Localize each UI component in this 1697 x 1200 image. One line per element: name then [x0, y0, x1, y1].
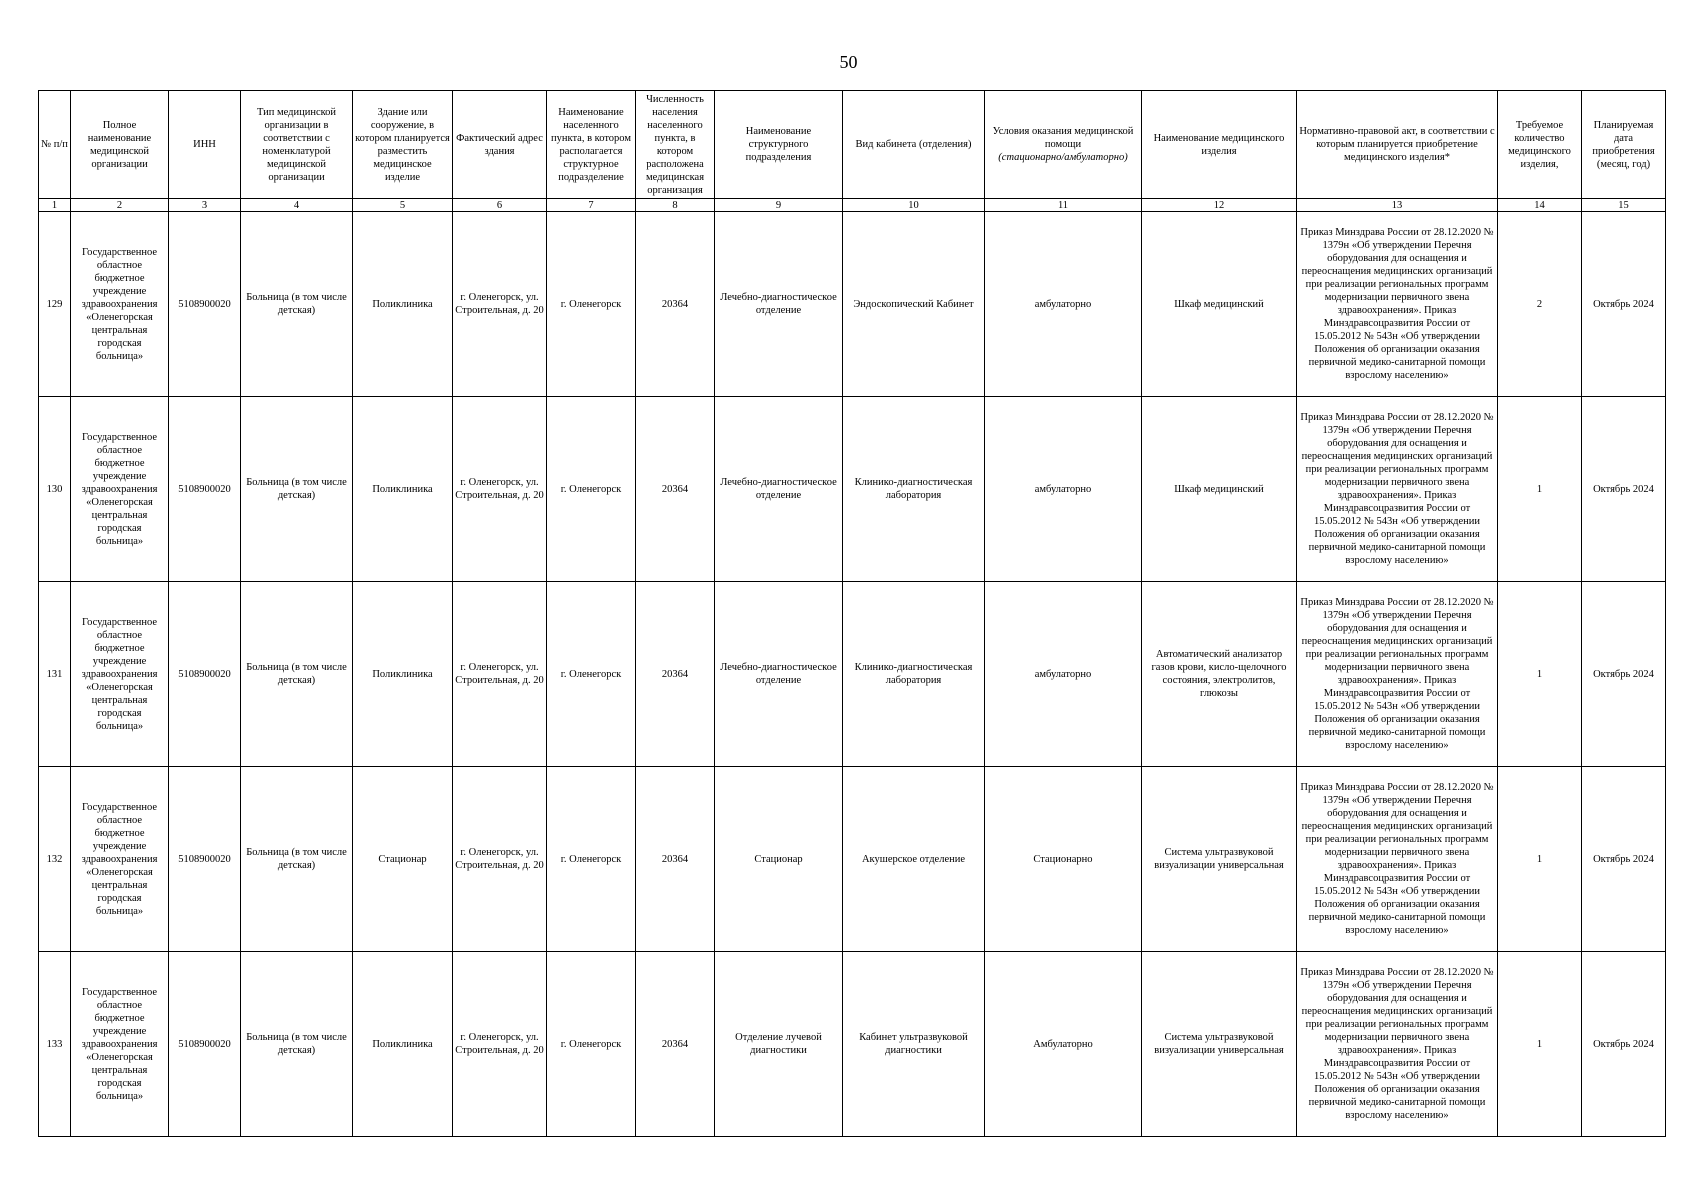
address: г. Оленегорск, ул. Строительная, д. 20: [453, 952, 547, 1137]
population: 20364: [636, 397, 715, 582]
table-row: [39, 767, 1666, 952]
organization-type: Больница (в том числе детская): [241, 767, 353, 952]
settlement: г. Оленегорск: [547, 952, 636, 1137]
building: Стационар: [353, 767, 453, 952]
building: Поликлиника: [353, 582, 453, 767]
column-number: 14: [1498, 199, 1582, 212]
cabinet-type: Акушерское отделение: [843, 767, 985, 952]
column-number: 1: [39, 199, 71, 212]
address: г. Оленегорск, ул. Строительная, д. 20: [453, 397, 547, 582]
header-cell: Требуемое количество медицинского изделия,: [1498, 91, 1582, 199]
inn: 5108900020: [169, 582, 241, 767]
quantity: 2: [1498, 212, 1582, 397]
care-conditions: Амбулаторно: [985, 952, 1142, 1137]
population: 20364: [636, 582, 715, 767]
column-number: 11: [985, 199, 1142, 212]
row-number: 133: [39, 952, 71, 1137]
care-conditions: Стационарно: [985, 767, 1142, 952]
header-cell: [985, 91, 1142, 199]
division: Лечебно-диагностическое отделение: [715, 582, 843, 767]
column-number: 3: [169, 199, 241, 212]
inn: 5108900020: [169, 212, 241, 397]
table-row: [39, 582, 1666, 767]
purchase-date: Октябрь 2024: [1582, 212, 1666, 397]
header-cell-note: (стационарно/амбулаторно): [998, 152, 1128, 163]
header-cell: Здание или сооружение, в котором планируется разместить медицинское изделие: [353, 91, 453, 199]
column-number: 15: [1582, 199, 1666, 212]
quantity: 1: [1498, 582, 1582, 767]
header-cell: Наименование населенного пункта, в котором располагается структурное подразделение: [547, 91, 636, 199]
header-cell: Тип медицинской организации в соответствии с номенклатурой медицинской организации: [241, 91, 353, 199]
column-number-row: [39, 199, 1666, 212]
purchase-date: Октябрь 2024: [1582, 397, 1666, 582]
quantity: 1: [1498, 952, 1582, 1137]
column-number: 8: [636, 199, 715, 212]
settlement: г. Оленегорск: [547, 212, 636, 397]
care-conditions: амбулаторно: [985, 397, 1142, 582]
device-name: Шкаф медицинский: [1142, 397, 1297, 582]
row-number: 131: [39, 582, 71, 767]
legal-act: Приказ Минздрава России от 28.12.2020 № 1379н «Об утверждении Перечня оборудования для оснащения и переоснащения медицинских организаций при реализации региональных программ модернизации первичного звена здравоохранения». Приказ Минздравсоцразвития России от 15.05.2012 № 543н «Об утверждении Положения об организации оказания первичной медико-санитарной помощи взрослому населению»: [1297, 397, 1498, 582]
column-number: 2: [71, 199, 169, 212]
header-cell: ИНН: [169, 91, 241, 199]
organization-type: Больница (в том числе детская): [241, 212, 353, 397]
column-number: 5: [353, 199, 453, 212]
settlement: г. Оленегорск: [547, 582, 636, 767]
cabinet-type: Клинико-диагностическая лаборатория: [843, 582, 985, 767]
purchase-date: Октябрь 2024: [1582, 767, 1666, 952]
address: г. Оленегорск, ул. Строительная, д. 20: [453, 212, 547, 397]
column-number: 6: [453, 199, 547, 212]
column-number: 12: [1142, 199, 1297, 212]
division: Лечебно-диагностическое отделение: [715, 212, 843, 397]
building: Поликлиника: [353, 212, 453, 397]
header-cell: Вид кабинета (отделения): [843, 91, 985, 199]
header-cell: Фактический адрес здания: [453, 91, 547, 199]
header-cell: Планируемая дата приобретения (месяц, год): [1582, 91, 1666, 199]
page-number: 50: [839, 52, 858, 72]
population: 20364: [636, 212, 715, 397]
organization-name: Государственное областное бюджетное учреждение здравоохранения «Оленегорская центральная городская больница»: [71, 582, 169, 767]
legal-act: Приказ Минздрава России от 28.12.2020 № 1379н «Об утверждении Перечня оборудования для оснащения и переоснащения медицинских организаций при реализации региональных программ модернизации первичного звена здравоохранения». Приказ Минздравсоцразвития России от 15.05.2012 № 543н «Об утверждении Положения об организации оказания первичной медико-санитарной помощи взрослому населению»: [1297, 212, 1498, 397]
equipment-table: [38, 90, 1666, 1137]
quantity: 1: [1498, 397, 1582, 582]
population: 20364: [636, 767, 715, 952]
organization-name: Государственное областное бюджетное учреждение здравоохранения «Оленегорская центральная городская больница»: [71, 212, 169, 397]
address: г. Оленегорск, ул. Строительная, д. 20: [453, 767, 547, 952]
header-cell: Наименование структурного подразделения: [715, 91, 843, 199]
header-cell: Наименование медицинского изделия: [1142, 91, 1297, 199]
division: Стационар: [715, 767, 843, 952]
purchase-date: Октябрь 2024: [1582, 582, 1666, 767]
building: Поликлиника: [353, 952, 453, 1137]
column-number: 10: [843, 199, 985, 212]
population: 20364: [636, 952, 715, 1137]
settlement: г. Оленегорск: [547, 397, 636, 582]
inn: 5108900020: [169, 952, 241, 1137]
organization-type: Больница (в том числе детская): [241, 582, 353, 767]
row-number: 129: [39, 212, 71, 397]
cabinet-type: Клинико-диагностическая лаборатория: [843, 397, 985, 582]
legal-act: Приказ Минздрава России от 28.12.2020 № 1379н «Об утверждении Перечня оборудования для оснащения и переоснащения медицинских организаций при реализации региональных программ модернизации первичного звена здравоохранения». Приказ Минздравсоцразвития России от 15.05.2012 № 543н «Об утверждении Положения об организации оказания первичной медико-санитарной помощи взрослому населению»: [1297, 767, 1498, 952]
device-name: Шкаф медицинский: [1142, 212, 1297, 397]
organization-type: Больница (в том числе детская): [241, 952, 353, 1137]
organization-name: Государственное областное бюджетное учреждение здравоохранения «Оленегорская центральная городская больница»: [71, 952, 169, 1137]
address: г. Оленегорск, ул. Строительная, д. 20: [453, 582, 547, 767]
care-conditions: амбулаторно: [985, 212, 1142, 397]
device-name: Автоматический анализатор газов крови, кисло-щелочного состояния, электролитов, глюкозы: [1142, 582, 1297, 767]
cabinet-type: Кабинет ультразвуковой диагностики: [843, 952, 985, 1137]
header-cell-text: Условия оказания медицинской помощи: [992, 126, 1134, 150]
row-number: 130: [39, 397, 71, 582]
column-number: 9: [715, 199, 843, 212]
header-cell: Полное наименование медицинской организации: [71, 91, 169, 199]
purchase-date: Октябрь 2024: [1582, 952, 1666, 1137]
header-cell: Численность населения населенного пункта, в котором расположена медицинская организация: [636, 91, 715, 199]
device-name: Система ультразвуковой визуализации универсальная: [1142, 952, 1297, 1137]
column-number: 7: [547, 199, 636, 212]
division: Лечебно-диагностическое отделение: [715, 397, 843, 582]
care-conditions: амбулаторно: [985, 582, 1142, 767]
legal-act: Приказ Минздрава России от 28.12.2020 № 1379н «Об утверждении Перечня оборудования для оснащения и переоснащения медицинских организаций при реализации региональных программ модернизации первичного звена здравоохранения». Приказ Минздравсоцразвития России от 15.05.2012 № 543н «Об утверждении Положения об организации оказания первичной медико-санитарной помощи взрослому населению»: [1297, 582, 1498, 767]
inn: 5108900020: [169, 397, 241, 582]
organization-name: Государственное областное бюджетное учреждение здравоохранения «Оленегорская центральная городская больница»: [71, 397, 169, 582]
header-cell: № п/п: [39, 91, 71, 199]
table-header-row: [39, 91, 1666, 199]
settlement: г. Оленегорск: [547, 767, 636, 952]
cabinet-type: Эндоскопический Кабинет: [843, 212, 985, 397]
row-number: 132: [39, 767, 71, 952]
device-name: Система ультразвуковой визуализации универсальная: [1142, 767, 1297, 952]
organization-type: Больница (в том числе детская): [241, 397, 353, 582]
column-number: 4: [241, 199, 353, 212]
inn: 5108900020: [169, 767, 241, 952]
building: Поликлиника: [353, 397, 453, 582]
column-number: 13: [1297, 199, 1498, 212]
header-cell: Нормативно-правовой акт, в соответствии с которым планируется приобретение медицинского изделия*: [1297, 91, 1498, 199]
table-row: [39, 952, 1666, 1137]
table-row: [39, 397, 1666, 582]
quantity: 1: [1498, 767, 1582, 952]
division: Отделение лучевой диагностики: [715, 952, 843, 1137]
table-row: [39, 212, 1666, 397]
organization-name: Государственное областное бюджетное учреждение здравоохранения «Оленегорская центральная городская больница»: [71, 767, 169, 952]
legal-act: Приказ Минздрава России от 28.12.2020 № 1379н «Об утверждении Перечня оборудования для оснащения и переоснащения медицинских организаций при реализации региональных программ модернизации первичного звена здравоохранения». Приказ Минздравсоцразвития России от 15.05.2012 № 543н «Об утверждении Положения об организации оказания первичной медико-санитарной помощи взрослому населению»: [1297, 952, 1498, 1137]
